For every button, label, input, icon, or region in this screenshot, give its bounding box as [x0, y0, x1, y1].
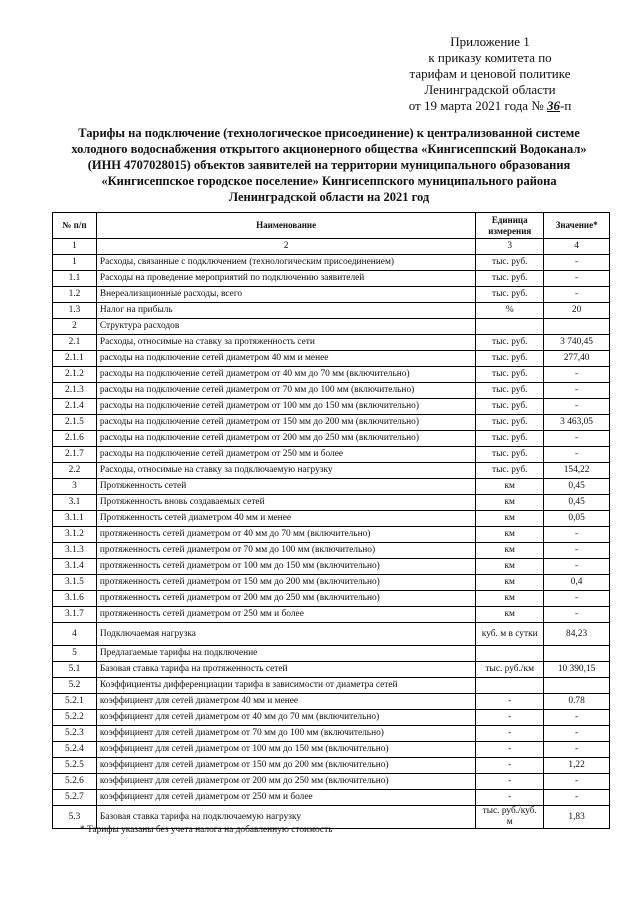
table-row: [53, 623, 610, 646]
row-unit: тыс. руб.: [476, 383, 544, 399]
tariff-table: [52, 212, 610, 829]
row-name: расходы на подключение сетей диаметром от 250 мм и более: [96, 447, 475, 463]
row-number: 5.2.7: [53, 790, 97, 806]
row-name: расходы на подключение сетей диаметром от 200 мм до 250 мм (включительно): [96, 431, 475, 447]
table-row: [53, 319, 610, 335]
row-unit: км: [476, 527, 544, 543]
row-name: протяженность сетей диаметром от 200 мм до 250 мм (включительно): [96, 591, 475, 607]
row-value: 3 463,05: [544, 415, 610, 431]
row-number: 3.1.4: [53, 559, 97, 575]
row-number: 3.1: [53, 495, 97, 511]
row-unit: -: [476, 790, 544, 806]
row-value: -: [544, 559, 610, 575]
row-name: коэффициент для сетей диаметром от 150 мм до 200 мм (включительно): [96, 758, 475, 774]
row-name: Расходы, относимые на ставку за протяженность сети: [96, 335, 475, 351]
row-unit: тыс. руб.: [476, 463, 544, 479]
table-row: [53, 495, 610, 511]
table-row: [53, 351, 610, 367]
table-row: [53, 662, 610, 678]
annex-suffix: -п: [559, 98, 572, 113]
index-cell: 2: [96, 239, 475, 255]
row-number: 5.2.4: [53, 742, 97, 758]
row-number: 2.1.5: [53, 415, 97, 431]
table-row: [53, 678, 610, 694]
row-value: -: [544, 287, 610, 303]
row-value: -: [544, 447, 610, 463]
row-name: Предлагаемые тарифы на подключение: [96, 646, 475, 662]
index-cell: 4: [544, 239, 610, 255]
row-number: 3: [53, 479, 97, 495]
row-value: 84,23: [544, 623, 610, 646]
header-unit: Единица измерения: [476, 213, 544, 239]
row-name: коэффициент для сетей диаметром от 200 мм до 250 мм (включительно): [96, 774, 475, 790]
row-number: 3.1.1: [53, 511, 97, 527]
row-value: -: [544, 742, 610, 758]
row-unit: -: [476, 774, 544, 790]
row-unit: км: [476, 511, 544, 527]
row-number: 1.3: [53, 303, 97, 319]
table-row: [53, 399, 610, 415]
table-row: [53, 575, 610, 591]
row-unit: [476, 678, 544, 694]
row-number: 3.1.3: [53, 543, 97, 559]
row-name: расходы на подключение сетей диаметром от 100 мм до 150 мм (включительно): [96, 399, 475, 415]
table-row: [53, 335, 610, 351]
row-value: -: [544, 591, 610, 607]
row-unit: км: [476, 559, 544, 575]
row-number: 1.1: [53, 271, 97, 287]
row-value: -: [544, 726, 610, 742]
row-name: Протяженность сетей: [96, 479, 475, 495]
table-row: [53, 463, 610, 479]
row-number: 3.1.6: [53, 591, 97, 607]
row-value: -: [544, 431, 610, 447]
table-row: [53, 710, 610, 726]
row-name: Внереализационные расходы, всего: [96, 287, 475, 303]
row-unit: -: [476, 758, 544, 774]
row-number: 5.2.2: [53, 710, 97, 726]
row-value: -: [544, 790, 610, 806]
row-value: 10 390,15: [544, 662, 610, 678]
row-unit: км: [476, 607, 544, 623]
row-number: 5.1: [53, 662, 97, 678]
row-unit: [476, 646, 544, 662]
header-value: Значение*: [544, 213, 610, 239]
row-name: коэффициент для сетей диаметром от 40 мм до 70 мм (включительно): [96, 710, 475, 726]
row-name: Расходы, относимые на ставку за подключаемую нагрузку: [96, 463, 475, 479]
annex-line-3: тарифам и ценовой политике: [409, 66, 571, 81]
row-name: Базовая ставка тарифа на подключаемую нагрузку: [96, 806, 475, 829]
row-name: Протяженность вновь создаваемых сетей: [96, 495, 475, 511]
table-row: [53, 367, 610, 383]
table-row: [53, 303, 610, 319]
row-name: коэффициент для сетей диаметром от 70 мм до 100 мм (включительно): [96, 726, 475, 742]
row-unit: тыс. руб.: [476, 415, 544, 431]
row-value: [544, 319, 610, 335]
title-line-1: Тарифы на подключение (технологическое присоединение) к централизованной системе: [78, 126, 580, 140]
row-unit: тыс. руб./куб. м: [476, 806, 544, 829]
row-value: -: [544, 383, 610, 399]
row-value: 0,4: [544, 575, 610, 591]
row-unit: км: [476, 479, 544, 495]
table-row: [53, 511, 610, 527]
row-value: 1,83: [544, 806, 610, 829]
annex-line-4: Ленинградской области: [424, 82, 556, 97]
table-row: [53, 543, 610, 559]
title-line-4: «Кингисеппское городское поселение» Кингисеппского муниципального района: [101, 174, 557, 188]
annex-line-2: к приказу комитета по: [428, 50, 552, 65]
table-row: [53, 479, 610, 495]
row-name: Расходы на проведение мероприятий по подключению заявителей: [96, 271, 475, 287]
title-line-2: холодного водоснабжения открытого акционерного общества «Кингисеппский Водоканал»: [71, 142, 587, 156]
row-value: 0,05: [544, 511, 610, 527]
row-name: протяженность сетей диаметром от 150 мм до 200 мм (включительно): [96, 575, 475, 591]
row-unit: [476, 319, 544, 335]
header-num: № п/п: [53, 213, 97, 239]
row-number: 5.2.1: [53, 694, 97, 710]
row-value: -: [544, 527, 610, 543]
annex-line-1: Приложение 1: [450, 34, 530, 49]
row-number: 5.2.3: [53, 726, 97, 742]
row-value: 0,45: [544, 479, 610, 495]
title-line-3: (ИНН 4707028015) объектов заявителей на территории муниципального образования: [87, 158, 571, 172]
row-name: Подключаемая нагрузка: [96, 623, 475, 646]
row-unit: тыс. руб.: [476, 335, 544, 351]
row-unit: %: [476, 303, 544, 319]
row-name: коэффициент для сетей диаметром от 100 мм до 150 мм (включительно): [96, 742, 475, 758]
row-number: 2.1.7: [53, 447, 97, 463]
table-row: [53, 758, 610, 774]
row-number: 1: [53, 255, 97, 271]
row-value: -: [544, 774, 610, 790]
document-title: [40, 125, 618, 205]
row-unit: тыс. руб.: [476, 255, 544, 271]
row-name: протяженность сетей диаметром от 250 мм и более: [96, 607, 475, 623]
table-row: [53, 527, 610, 543]
row-name: Коэффициенты дифференциации тарифа в зависимости от диаметра сетей: [96, 678, 475, 694]
row-number: 5.3: [53, 806, 97, 829]
row-unit: -: [476, 742, 544, 758]
row-name: Расходы, связанные с подключением (технологическим присоединением): [96, 255, 475, 271]
table-row: [53, 383, 610, 399]
row-number: 2.1.4: [53, 399, 97, 415]
row-unit: -: [476, 726, 544, 742]
row-unit: тыс. руб.: [476, 447, 544, 463]
row-value: -: [544, 255, 610, 271]
row-value: -: [544, 399, 610, 415]
footnote: * Тарифы указаны без учета налога на добавленную стоимость: [80, 825, 333, 835]
table-row: [53, 559, 610, 575]
row-number: 3.1.5: [53, 575, 97, 591]
row-number: 5: [53, 646, 97, 662]
row-name: Базовая ставка тарифа на протяженность сетей: [96, 662, 475, 678]
row-unit: тыс. руб.: [476, 399, 544, 415]
row-unit: км: [476, 495, 544, 511]
row-number: 2.1: [53, 335, 97, 351]
row-name: Протяженность сетей диаметром 40 мм и менее: [96, 511, 475, 527]
annex-date: от 19 марта 2021 года №: [408, 98, 544, 113]
row-unit: км: [476, 543, 544, 559]
row-name: расходы на подключение сетей диаметром от 40 мм до 70 мм (включительно): [96, 367, 475, 383]
index-cell: 1: [53, 239, 97, 255]
table-body: [53, 255, 610, 829]
row-value: 20: [544, 303, 610, 319]
table-row: [53, 447, 610, 463]
row-unit: тыс. руб.: [476, 271, 544, 287]
row-unit: -: [476, 694, 544, 710]
row-unit: тыс. руб.: [476, 367, 544, 383]
row-number: 1.2: [53, 287, 97, 303]
row-number: 4: [53, 623, 97, 646]
row-number: 3.1.7: [53, 607, 97, 623]
row-unit: тыс. руб./км: [476, 662, 544, 678]
row-value: 277,40: [544, 351, 610, 367]
row-name: расходы на подключение сетей диаметром от 150 мм до 200 мм (включительно): [96, 415, 475, 431]
row-number: 5.2.5: [53, 758, 97, 774]
table-row: [53, 790, 610, 806]
row-value: 0.78: [544, 694, 610, 710]
row-unit: тыс. руб.: [476, 431, 544, 447]
table-row: [53, 694, 610, 710]
row-name: расходы на подключение сетей диаметром 40 мм и менее: [96, 351, 475, 367]
table-row: [53, 742, 610, 758]
row-value: -: [544, 367, 610, 383]
row-value: 0,45: [544, 495, 610, 511]
annex-line-5: [380, 98, 600, 114]
table-row: [53, 607, 610, 623]
table-row: [53, 271, 610, 287]
annex-block: [380, 34, 600, 114]
row-value: 3 740,45: [544, 335, 610, 351]
table-row: [53, 774, 610, 790]
row-number: 3.1.2: [53, 527, 97, 543]
row-number: 2.1.3: [53, 383, 97, 399]
row-number: 2.2: [53, 463, 97, 479]
table-row: [53, 591, 610, 607]
annex-order-number: 36: [546, 98, 560, 113]
table-row: [53, 726, 610, 742]
row-unit: тыс. руб.: [476, 351, 544, 367]
row-name: протяженность сетей диаметром от 100 мм до 150 мм (включительно): [96, 559, 475, 575]
row-value: 1,22: [544, 758, 610, 774]
row-name: коэффициент для сетей диаметром 40 мм и менее: [96, 694, 475, 710]
row-value: -: [544, 710, 610, 726]
row-unit: км: [476, 591, 544, 607]
table-row: [53, 646, 610, 662]
row-value: [544, 678, 610, 694]
table-row: [53, 431, 610, 447]
row-unit: -: [476, 710, 544, 726]
row-unit: км: [476, 575, 544, 591]
row-unit: куб. м в сутки: [476, 623, 544, 646]
row-value: -: [544, 543, 610, 559]
row-number: 2: [53, 319, 97, 335]
table-row: [53, 255, 610, 271]
row-value: -: [544, 271, 610, 287]
header-name: Наименование: [96, 213, 475, 239]
row-value: 154,22: [544, 463, 610, 479]
table-row: [53, 415, 610, 431]
index-cell: 3: [476, 239, 544, 255]
row-unit: тыс. руб.: [476, 287, 544, 303]
row-name: протяженность сетей диаметром от 40 мм до 70 мм (включительно): [96, 527, 475, 543]
row-value: -: [544, 607, 610, 623]
row-value: [544, 646, 610, 662]
row-number: 2.1.6: [53, 431, 97, 447]
row-number: 2.1.2: [53, 367, 97, 383]
row-name: протяженность сетей диаметром от 70 мм до 100 мм (включительно): [96, 543, 475, 559]
title-line-5: Ленинградской области на 2021 год: [228, 190, 430, 204]
row-number: 2.1.1: [53, 351, 97, 367]
row-name: расходы на подключение сетей диаметром от 70 мм до 100 мм (включительно): [96, 383, 475, 399]
table-row: [53, 287, 610, 303]
row-name: Структура расходов: [96, 319, 475, 335]
row-number: 5.2: [53, 678, 97, 694]
row-name: Налог на прибыль: [96, 303, 475, 319]
row-number: 5.2.6: [53, 774, 97, 790]
row-name: коэффициент для сетей диаметром от 250 мм и более: [96, 790, 475, 806]
